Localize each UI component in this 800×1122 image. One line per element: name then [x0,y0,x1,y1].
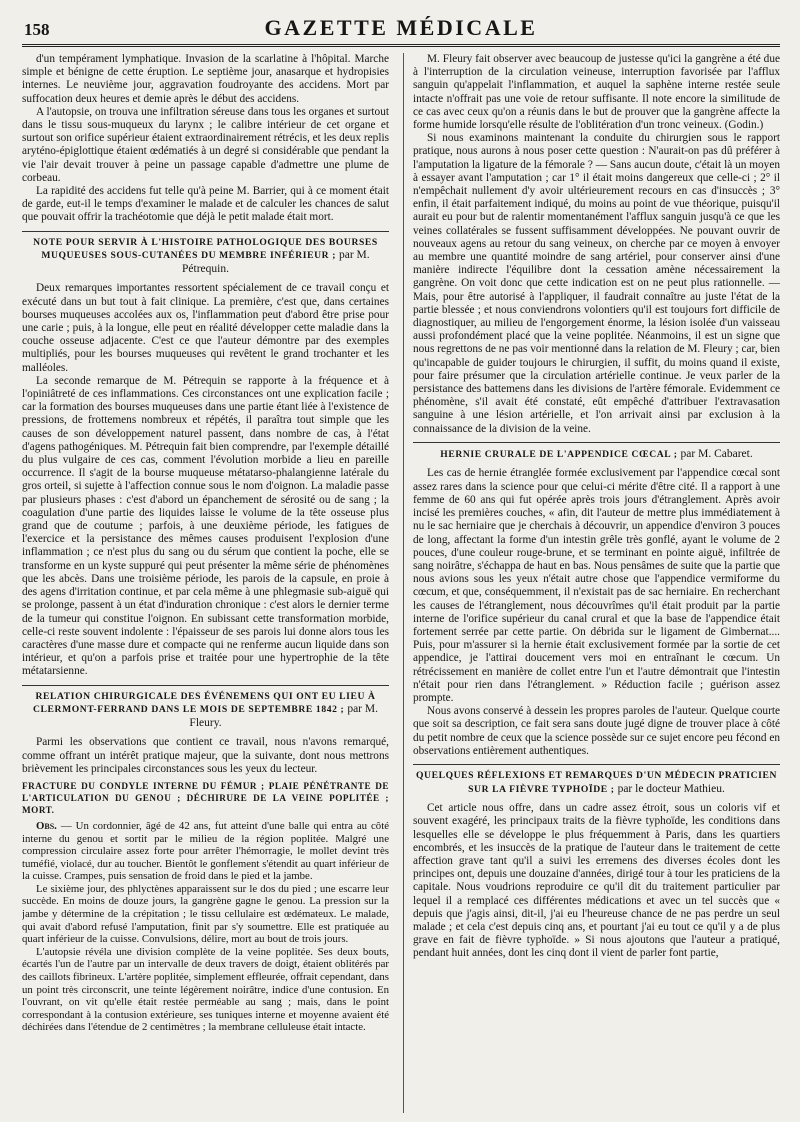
paragraph: Deux remarques importantes ressortent spécialement de ce travail conçu et exécuté dans un but tout à fait clinique. La première, c'est que, dans certaines bourses muqueuses accolées aux os, l'inflammation peut d'abord être prise pour une carie ; puis, à la longue, elle peut en réalité développer cette maladie dans la couche osseuse adjacente. C'est ce que l'auteur démontre par des exemples multipliés, pour les bourses muqueuses qui revêtent le grand trochanter et les malléoles. [22,282,389,374]
paragraph: A l'autopsie, on trouva une infiltration séreuse dans tous les organes et surtout dans le tissu sous-muqueux du larynx ; le calibre intérieur de cet organe et surtout son orifice supérieur étaient extraordinairement rétrécis, et les deux replis aryténo-épiglottique étaient œdématiés à un degré si considérable que pendant la vie l'air devait trouver à peine un passage capable d'admettre une plume de corbeau. [22,105,389,184]
paragraph: La seconde remarque de M. Pétrequin se rapporte à la fréquence et à l'opiniâtreté de ces inflammations. Ces circonstances ont une explication facile ; car la formation des bourses muqueuses dans une partie étant liée à l'existence de pressions, de frottemens nombreux et répétés, il paraîtra tout simple que les causes de son développement naturel passent, dans nombre de cas, à l'état d'agens pathogéniques. M. Pétrequin fait bien comprendre, par l'exemple détaillé du plus vulgaire de ces cas, comment l'évolution morbide a lieu en pareille occurrence. Il s'agit de la bourse muqueuse métatarso-phalangienne latérale du gros orteil, si sujette à l'affection connue sous le nom d'oignon. La maladie passe par plusieurs phases : c'est d'abord un épanchement de sérosité ou de sang ; la coagulation d'une partie des liquides laisse le volume de la tête osseuse plus grand que de coutume ; parfois, à une deuxième période, les fatigues de l'exercice et la persistance des mêmes causes produisent l'explosion d'une inflammation ; ce n'est plus du sang ou du sérum que contient la poche, elle se transforme en un kyste suppuré qui peut présenter la même série de phénomènes que les abcès. Dans une troisième période, les parois de la capsule, en proie à des agens d'irritation continue, et par cela même à une phlegmasie sub-aiguë qui se prolonge, passent à un état d'induration chronique : c'est alors le dernier terme de la tumeur qui constitue l'oignon. En subissant cette transformation morbide, celle-ci reste souvent indolente : l'épaisseur de ses parois lui donne alors tous les caractères d'une masse dure et compacte qui ne renferme aucun liquide dans son intérieur, et qu'on a parfois prise et traitée pour une hypertrophie de la tête métatarsienne. [22,374,389,678]
journal-title: GAZETTE MÉDICALE [264,15,538,40]
paragraph: Le sixième jour, des phlyctènes apparaissent sur le dos du pied ; une escarre leur succède. En moins de douze jours, la gangrène gagne le genou. La pression sur la jambe y détermine de la crépitation ; le tissu cellulaire est œdémateux. Le malade, qui avait d'abord refusé l'amputation, finit par s'y soumettre. Elle est pratiquée au quart inférieur de la cuisse. Convulsions, délire, mort au bout de trois jours. [22,882,389,946]
section-author: par M. Cabaret. [680,447,753,460]
observation-subheading: FRACTURE DU CONDYLE INTERNE DU FÉMUR ; PLAIE PÉNÉTRANTE DE L'ARTICULATION DU GENOU ; DÉCHIRURE DE LA VEINE POPLITÉE ; MORT. [22,780,389,815]
right-column [403,53,780,1113]
paragraph: L'autopsie révéla une division complète de la veine poplitée. Ses deux bouts, écartés l'un de l'autre par un intervalle de deux travers de doigt, étaient oblitérés par des caillots fibrineux. L'artère poplitée, simplement effleurée, offrait cependant, dans un point très circonscrit, une teinte légèrement noirâtre, indice d'une contusion. En l'ouvrant, on vit qu'elle était restée perméable au sang ; mais, dans le point correspondant à la contusion extérieure, ses tuniques interne et moyenne avaient été déchirées dans l'étendue de 2 centimètres ; la membrane celluleuse était intacte. [22,945,389,1034]
section-author: par M. Pétrequin. [182,249,370,275]
paragraph: d'un tempérament lymphatique. Invasion de la scarlatine à l'hôpital. Marche simple et bénigne de cette éruption. Le septième jour, anasarque et hydropisies internes. Le neuvième jour, aggravation foudroyante des accidens. Mort par suffocation deux heures et demie après le début des accidens. [22,53,389,105]
page-header [22,14,780,47]
paragraph: Parmi les observations que contient ce travail, nous n'avons remarqué, comme offrant un intérêt pratique majeur, que la suivante, dont nous mettrons brièvement les principales circonstances sous les yeux du lecteur. [22,736,389,775]
left-column [22,53,389,1113]
page-number: 158 [24,20,50,39]
observation-text: — Un cordonnier, âgé de 42 ans, fut atteint d'une balle qui entra au côté interne du genou et sortit par le milieu de la région poplitée. Malgré une compression circulaire assez forte pour arrêter l'hémorragie, le mollet devint très tuméfié, violacé, dur au toucher. Bientôt le gonflement s'étendit au quart inférieur de la cuisse. Crampes, puis sensation de froid dans le pied et la jambe. [22,819,389,883]
paragraph: M. Fleury fait observer avec beaucoup de justesse qu'ici la gangrène a été due à l'interruption de la circulation veineuse, interruption favorisée par l'afflux sanguin qu'appelait l'inflammation, et auquel la saphène interne restée seule intacte n'offrait pas une voie de retour suffisante. Il note encore la similitude de ce cas avec ceux qu'on a réunis dans le but de prouver que la gangrène affecte la forme humide lorsqu'elle résulte de l'oblitération d'un tronc veineux. (Godin.) [413,53,780,132]
section-heading [413,764,780,796]
section-title: NOTE POUR SERVIR À L'HISTOIRE PATHOLOGIQUE DES BOURSES MUQUEUSES SOUS-CUTANÉES DU MEMBRE INFÉRIEUR ; [33,236,378,262]
paragraph: La rapidité des accidens fut telle qu'à peine M. Barrier, qui à ce moment était de garde, eut-il le temps d'examiner le malade et de calculer les chances de salut que pouvait offrir la trachéotomie que déjà le petit malade était mort. [22,185,389,224]
section-author: par M. Fleury. [189,703,378,729]
paragraph: Nous avons conservé à dessein les propres paroles de l'auteur. Quelque courte que soit sa description, ce fait sera sans doute jugé digne de trouver place à côté du petit nombre de ceux que la science possède sur ce sujet encore peu fécond en observations entièrement authentiques. [413,705,780,757]
section-title: HERNIE CRURALE DE L'APPENDICE CŒCAL ; [440,448,678,460]
columns [22,53,780,1113]
observation-paragraph [22,820,389,883]
paragraph: Cet article nous offre, dans un cadre assez étroit, sous un coloris vif et souvent exagéré, les principaux traits de la fièvre typhoïde, les conditions dans lesquelles elle se développe le plus fréquemment à Paris, dans les quartiers encombrés, et les insuccès de la pratique de l'auteur dans le traitement de cette affection grave tant qu'il a suivi les erremens des diverses écoles dont les principes ont, depuis une douzaine d'années, dirigé tour à tour les praticiens de la capitale. Nous voudrions reproduire ce qu'il dit du traitement particulier par lequel il a remplacé ces différentes médications et avec un tel succès que « depuis que j'agis ainsi, dit-il, j'ai eu l'heureuse chance de ne pas perdre un seul malade ; et cela c'est depuis cinq ans, et pourtant j'ai eu tout ce qu'il y a de plus grave en fait de fièvre typhoïde. » Si nous ajoutons que l'auteur a pratiqué, pendant huit années, dont les cinq dont il vient de parler font partie, [413,802,780,960]
section-title: RELATION CHIRURGICALE DES ÉVÉNEMENS QUI ONT EU LIEU À CLERMONT-FERRAND DANS LE MOIS DE SEPTEMBRE 1842 ; [33,690,376,716]
paragraph: Les cas de hernie étranglée formée exclusivement par l'appendice cœcal sont assez rares dans la science pour que celui-ci mérite d'être cité. Il a rapport à une femme de 60 ans qui fut opérée après trois jours d'étranglement. Après avoir incisé les premières couches, « afin, dit l'auteur de mettre plus immédiatement à nu le sac herniaire que je cherchais à découvrir, un appendice d'environ 3 pouces de long, affectant la forme d'un intestin grêle très gonflé, ayant le volume de 2 pouces, d'une couleur rouge-brune, et se terminant en pointe aiguë, infiltrée de sang noirâtre, s'échappa de haut en bas. Nous pensâmes de suite que la partie que nous avions sous les yeux n'était autre chose que l'appendice vermiforme du cœcum, et que, conséquemment, il n'existait pas de sac herniaire. En recherchant les causes de l'étranglement, nous découvrîmes qu'il était produit par la partie interne de l'orifice supérieur du canal crural et que la base de l'appendice était fortement serrée par cette partie. On débrida sur le ligament de Gimbernat.... Puis, pour m'assurer si la hernie était exclusivement formée par la sortie de cet appendice, je l'attirai doucement vers moi en entraînant le cœcum. Un rétrécissement en manière de collet entre l'un et l'autre démontrait que l'intestin n'était pour rien dans l'étranglement. » Réduction facile ; guérison assez prompte. [413,467,780,704]
section-author: par le docteur Mathieu. [617,782,725,795]
section-title: QUELQUES RÉFLEXIONS ET REMARQUES D'UN MÉDECIN PRATICIEN SUR LA FIÈVRE TYPHOÏDE ; [415,769,777,795]
paragraph: Si nous examinons maintenant la conduite du chirurgien sous le rapport pratique, nous aurons à nous poser cette question : N'aurait-on pas dû préférer à l'amputation la ligature de la fémorale ? — Sans aucun doute, c'était là un moyen à essayer avant l'amputation ; car 1° il était moins dangereux que celle-ci ; 2° il n'empêchait nullement d'y avoir ultérieurement recours en cas d'insuccès ; 3° enfin, il était parfaitement indiqué, du moins au point de vue théorique, puisqu'il aurait eu pour but de ralentir momentanément l'afflux sanguin jusqu'à ce que les veines collatérales se fussent suffisamment développées. Ne pouvant ouvrir de nouveaux agens au retour du sang veineux, on cherche par ce moyen à envoyer au membre une quantité moindre de sang artériel, pour conserver ainsi d'une manière indirecte l'équilibre dont la cessation amène nécessairement la gangrène. On voit donc que cette indication est on ne peut plus rationnelle. — Mais, pour être autorisé à l'appliquer, il faudrait connaître au juste l'état de la partie blessée ; et nous conviendrons volontiers qu'il est toujours fort difficile de diagnostiquer, au milieu de l'engorgement énorme, la lésion isolée d'un vaisseau aussi profondément placé que la veine poplitée. Néanmoins, il est un signe que nous regrettons de ne pas voir mentionné dans la relation de M. Fleury ; car, bien qu'incapable de guider toujours le chirurgien, il suffit, du moins quand il existe, pour faire présumer que la circulation artérielle continue. Je veux parler de la persistance des battemens dans les divisions de l'artère fémorale. Evidemment ce phénomène, s'il avait été constaté, eût empêché d'attribuer l'extravasation sanguine à une lésion artérielle, et l'on arrivait ainsi par exclusion à la connaissance de la division de la veine. [413,132,780,435]
section-heading [413,442,780,462]
section-heading [22,231,389,277]
observation-label: Obs. [36,819,57,832]
section-heading [22,685,389,731]
